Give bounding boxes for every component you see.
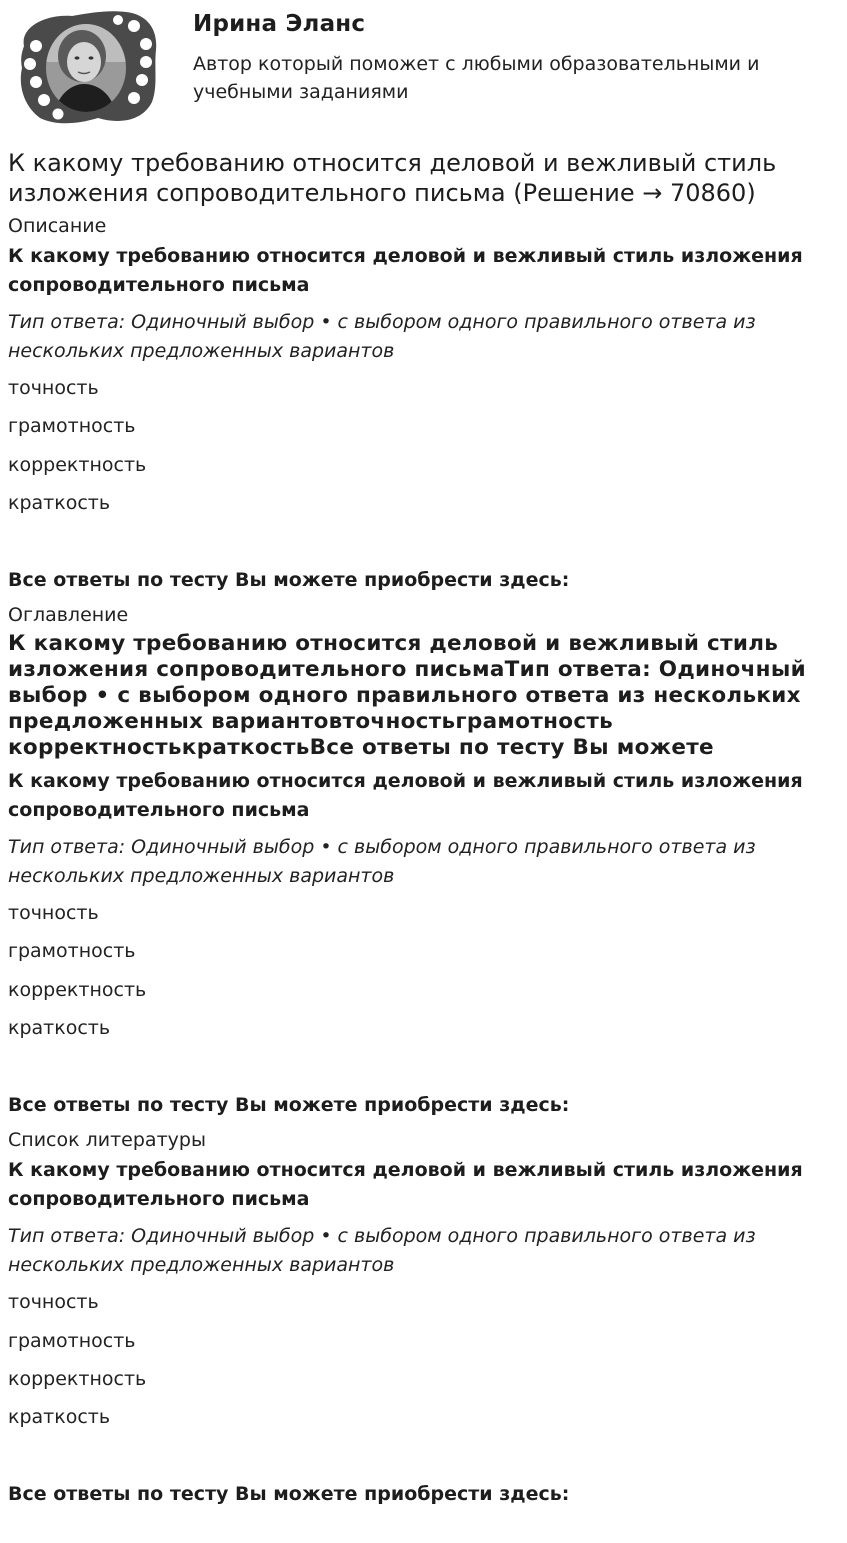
- answer-option: точность: [8, 1291, 99, 1314]
- author-header: [8, 0, 839, 140]
- answer-option: корректность: [8, 1367, 147, 1390]
- answer-option: грамотность: [8, 415, 136, 438]
- spacer: [8, 528, 839, 566]
- page-title: К какому требованию относится деловой и вежливый стиль изложения сопроводительного письма (Решение → 70860): [8, 149, 777, 207]
- answer-type-text: Тип ответа: Одиночный выбор • с выбором одного правильного ответа из нескольких предложенных вариантов: [8, 1225, 756, 1276]
- toc-section: [8, 603, 839, 1119]
- spacer: [8, 1053, 839, 1091]
- author-name[interactable]: Ирина Эланс: [193, 11, 366, 37]
- answer-type-text: Тип ответа: Одиночный выбор • с выбором одного правильного ответа из нескольких предложенных вариантов: [8, 836, 756, 887]
- answer-option: грамотность: [8, 1329, 136, 1352]
- author-avatar[interactable]: [14, 6, 160, 128]
- literature-section: [8, 1128, 839, 1508]
- avatar-film-frame-icon: [14, 6, 160, 128]
- buy-answers-text: Все ответы по тесту Вы можете приобрести здесь:: [8, 1093, 570, 1116]
- answer-option: корректность: [8, 453, 147, 476]
- toc-summary: К какому требованию относится деловой и вежливый стиль изложения сопроводительного письмаТип ответа: Одиночный выбор • с выбором одного правильного ответа из нескольких предложенных вариантовточностьграмотность корректностькраткостьВсе ответы по тесту Вы можете: [8, 631, 806, 761]
- answer-option: краткость: [8, 1406, 111, 1429]
- question-text: К какому требованию относится деловой и вежливый стиль изложения сопроводительного письма: [8, 245, 803, 296]
- spacer: [8, 1442, 839, 1480]
- section-label-description: Описание: [8, 215, 107, 237]
- answer-option: точность: [8, 377, 99, 399]
- buy-answers-text: Все ответы по тесту Вы можете приобрести здесь:: [8, 568, 570, 591]
- question-text: К какому требованию относится деловой и вежливый стиль изложения сопроводительного письма: [8, 1159, 803, 1210]
- answer-type-text: Тип ответа: Одиночный выбор • с выбором одного правильного ответа из нескольких предложенных вариантов: [8, 311, 756, 362]
- answer-option: краткость: [8, 492, 111, 515]
- answer-option: грамотность: [8, 940, 136, 963]
- buy-answers-text: Все ответы по тесту Вы можете приобрести здесь:: [8, 1482, 570, 1505]
- author-description: Автор который поможет с любыми образовательными и учебными заданиями: [193, 53, 760, 103]
- section-label-literature: Список литературы: [8, 1129, 206, 1152]
- section-label-toc: Оглавление: [8, 604, 129, 627]
- description-section: [8, 214, 839, 594]
- answer-option: корректность: [8, 978, 147, 1001]
- question-text: К какому требованию относится деловой и вежливый стиль изложения сопроводительного письма: [8, 770, 803, 821]
- answer-option: краткость: [8, 1017, 111, 1040]
- answer-option: точность: [8, 902, 99, 925]
